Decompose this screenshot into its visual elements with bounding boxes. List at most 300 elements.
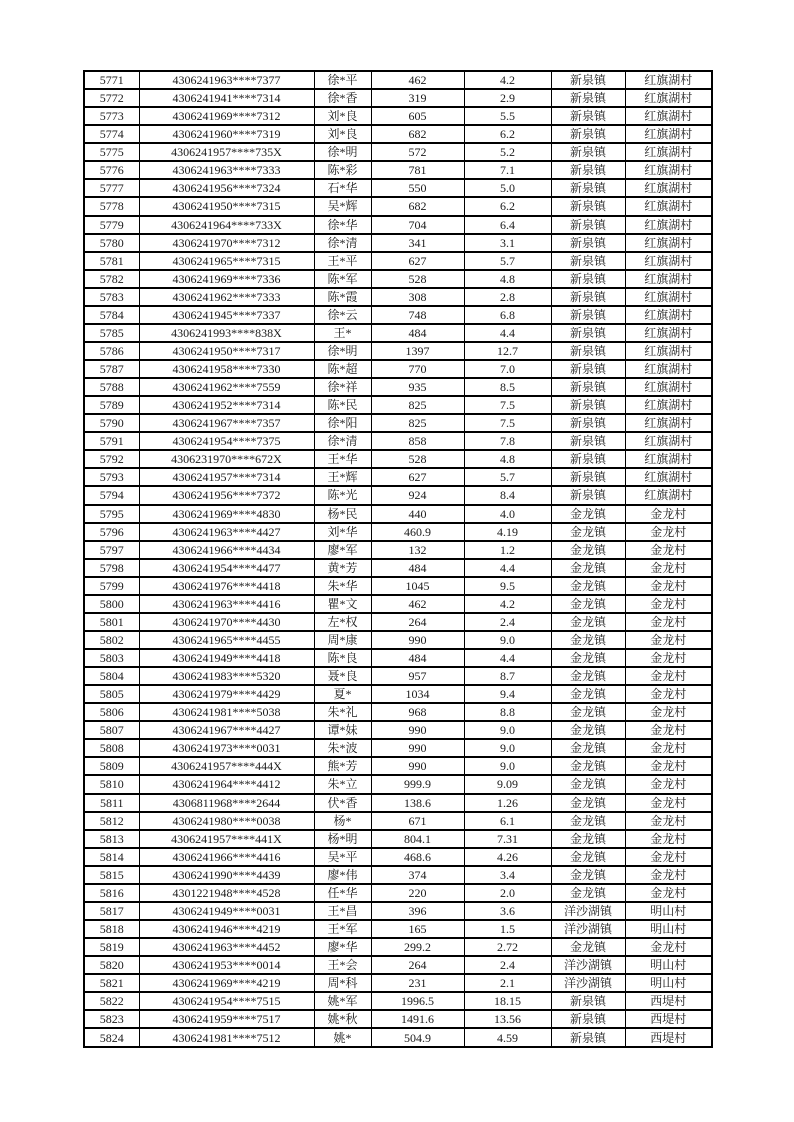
table-cell: 5807 [84,721,139,739]
table-cell: 341 [371,234,464,252]
table-cell: 新泉镇 [551,288,625,306]
table-cell: 5799 [84,577,139,595]
table-cell: 5801 [84,613,139,631]
table-cell: 5778 [84,197,139,215]
table-cell: 4306241945****7337 [139,306,314,324]
table-cell: 徐*平 [314,71,371,89]
table-cell: 陈*霞 [314,288,371,306]
table-cell: 徐*华 [314,216,371,234]
table-cell: 4.2 [464,71,551,89]
table-cell: 5797 [84,541,139,559]
table-cell: 明山村 [625,902,712,920]
table-row [84,414,712,432]
table-cell: 957 [371,667,464,685]
table-cell: 金龙村 [625,667,712,685]
table-cell: 新泉镇 [551,125,625,143]
table-cell: 440 [371,505,464,523]
table-cell: 4306241949****0031 [139,902,314,920]
table-cell: 新泉镇 [551,1028,625,1047]
table-cell: 264 [371,956,464,974]
table-cell: 新泉镇 [551,197,625,215]
table-row [84,739,712,757]
table-cell: 4306241980****0038 [139,812,314,830]
table-cell: 1397 [371,342,464,360]
table-cell: 金龙镇 [551,577,625,595]
table-cell: 4306241983****5320 [139,667,314,685]
table-cell: 18.15 [464,992,551,1010]
table-cell: 5813 [84,830,139,848]
table-cell: 金龙村 [625,884,712,902]
table-cell: 金龙镇 [551,794,625,812]
table-cell: 396 [371,902,464,920]
table-row [84,631,712,649]
table-row [84,216,712,234]
table-cell: 4306241965****7315 [139,252,314,270]
table-cell: 2.1 [464,974,551,992]
table-cell: 4306241963****4416 [139,595,314,613]
table-cell: 红旗湖村 [625,378,712,396]
table-cell: 462 [371,71,464,89]
table-row [84,884,712,902]
table-cell: 金龙镇 [551,721,625,739]
table-cell: 金龙村 [625,721,712,739]
table-row [84,1010,712,1028]
table-row [84,468,712,486]
table-cell: 新泉镇 [551,468,625,486]
table-cell: 杨* [314,812,371,830]
table-row [84,992,712,1010]
table-cell: 姚* [314,1028,371,1047]
table-cell: 红旗湖村 [625,414,712,432]
table-cell: 新泉镇 [551,179,625,197]
table-cell: 1.2 [464,541,551,559]
table-cell: 徐*祥 [314,378,371,396]
table-cell: 5.5 [464,107,551,125]
table-cell: 1034 [371,685,464,703]
table-cell: 5.7 [464,468,551,486]
table-cell: 5787 [84,360,139,378]
table-cell: 金龙村 [625,523,712,541]
table-cell: 504.9 [371,1028,464,1047]
table-cell: 周*科 [314,974,371,992]
table-cell: 4306241952****7314 [139,396,314,414]
table-cell: 2.4 [464,956,551,974]
table-cell: 吴*辉 [314,197,371,215]
table-cell: 682 [371,125,464,143]
table-cell: 4306241950****7317 [139,342,314,360]
table-row [84,89,712,107]
table-cell: 6.2 [464,125,551,143]
table-cell: 新泉镇 [551,414,625,432]
table-cell: 627 [371,468,464,486]
table-cell: 5795 [84,505,139,523]
table-cell: 红旗湖村 [625,486,712,504]
table-cell: 462 [371,595,464,613]
table-cell: 4306241990****4439 [139,866,314,884]
table-cell: 5784 [84,306,139,324]
table-cell: 4306241967****7357 [139,414,314,432]
table-cell: 682 [371,197,464,215]
table-row [84,649,712,667]
table-cell: 左*权 [314,613,371,631]
table-cell: 9.0 [464,631,551,649]
table-cell: 杨*明 [314,830,371,848]
table-row [84,775,712,793]
table-cell: 319 [371,89,464,107]
table-cell: 金龙镇 [551,830,625,848]
table-cell: 5793 [84,468,139,486]
table-cell: 132 [371,541,464,559]
table-cell: 4306241957****441X [139,830,314,848]
table-row [84,595,712,613]
table-cell: 7.8 [464,432,551,450]
table-cell: 8.4 [464,486,551,504]
table-cell: 金龙村 [625,757,712,775]
table-cell: 任*华 [314,884,371,902]
table-cell: 金龙镇 [551,541,625,559]
table-cell: 804.1 [371,830,464,848]
table-cell: 5792 [84,450,139,468]
table-cell: 西堤村 [625,1010,712,1028]
table-row [84,270,712,288]
table-cell: 5818 [84,920,139,938]
table-cell: 金龙村 [625,703,712,721]
table-cell: 王*辉 [314,468,371,486]
table-cell: 刘*华 [314,523,371,541]
table-cell: 5824 [84,1028,139,1047]
table-cell: 7.31 [464,830,551,848]
table-cell: 2.9 [464,89,551,107]
table-row [84,71,712,89]
table-cell: 468.6 [371,848,464,866]
table-cell: 金龙镇 [551,613,625,631]
table-cell: 谭*妹 [314,721,371,739]
table-cell: 4306241970****4430 [139,613,314,631]
table-cell: 金龙镇 [551,505,625,523]
table-cell: 金龙镇 [551,667,625,685]
table-cell: 西堤村 [625,1028,712,1047]
table-cell: 4306241957****7314 [139,468,314,486]
table-row [84,1028,712,1047]
table-cell: 新泉镇 [551,306,625,324]
table-cell: 4306811968****2644 [139,794,314,812]
table-row [84,613,712,631]
table-cell: 4306241967****4427 [139,721,314,739]
table-row [84,794,712,812]
table-cell: 7.5 [464,414,551,432]
table-cell: 4306241954****7515 [139,992,314,1010]
table-cell: 红旗湖村 [625,432,712,450]
table-cell: 13.56 [464,1010,551,1028]
table-cell: 968 [371,703,464,721]
table-cell: 6.2 [464,197,551,215]
table-cell: 5786 [84,342,139,360]
table-cell: 金龙镇 [551,649,625,667]
table-cell: 红旗湖村 [625,468,712,486]
table-cell: 5810 [84,775,139,793]
table-cell: 姚*军 [314,992,371,1010]
table-row [84,956,712,974]
table-cell: 朱*波 [314,739,371,757]
table-cell: 138.6 [371,794,464,812]
table-row [84,360,712,378]
table-cell: 洋沙湖镇 [551,974,625,992]
table-cell: 陈*光 [314,486,371,504]
table-cell: 781 [371,161,464,179]
table-cell: 新泉镇 [551,71,625,89]
table-cell: 5781 [84,252,139,270]
table-cell: 4306241970****7312 [139,234,314,252]
table-cell: 8.7 [464,667,551,685]
table-cell: 4306241966****4416 [139,848,314,866]
table-cell: 红旗湖村 [625,143,712,161]
table-cell: 4.4 [464,324,551,342]
table-cell: 金龙村 [625,613,712,631]
table-cell: 9.0 [464,721,551,739]
table-cell: 605 [371,107,464,125]
table-cell: 5.2 [464,143,551,161]
table-row [84,938,712,956]
table-cell: 陈*彩 [314,161,371,179]
table-cell: 528 [371,270,464,288]
table-cell: 金龙镇 [551,938,625,956]
table-cell: 3.6 [464,902,551,920]
table-cell: 红旗湖村 [625,161,712,179]
table-cell: 金龙村 [625,938,712,956]
table-row [84,902,712,920]
table-cell: 5814 [84,848,139,866]
table-cell: 572 [371,143,464,161]
table-cell: 吴*平 [314,848,371,866]
table-cell: 4306241959****7517 [139,1010,314,1028]
table-cell: 4306241964****733X [139,216,314,234]
table-cell: 金龙镇 [551,884,625,902]
table-cell: 2.0 [464,884,551,902]
table-cell: 990 [371,757,464,775]
table-row [84,830,712,848]
table-cell: 6.8 [464,306,551,324]
table-cell: 5805 [84,685,139,703]
table-cell: 聂*良 [314,667,371,685]
table-cell: 王*华 [314,450,371,468]
table-cell: 4.8 [464,450,551,468]
table-cell: 明山村 [625,956,712,974]
table-row [84,306,712,324]
table-cell: 5803 [84,649,139,667]
table-cell: 红旗湖村 [625,306,712,324]
table-cell: 红旗湖村 [625,324,712,342]
table-cell: 5775 [84,143,139,161]
table-cell: 4306241962****7333 [139,288,314,306]
table-cell: 新泉镇 [551,432,625,450]
records-table [83,70,713,1048]
table-cell: 夏* [314,685,371,703]
table-cell: 金龙镇 [551,685,625,703]
table-cell: 刘*良 [314,125,371,143]
table-cell: 5774 [84,125,139,143]
table-cell: 明山村 [625,974,712,992]
table-cell: 825 [371,396,464,414]
table-cell: 5796 [84,523,139,541]
table-cell: 4.4 [464,559,551,577]
table-cell: 5.0 [464,179,551,197]
table-row [84,396,712,414]
table-cell: 陈*民 [314,396,371,414]
table-cell: 西堤村 [625,992,712,1010]
table-cell: 858 [371,432,464,450]
table-cell: 金龙镇 [551,559,625,577]
table-cell: 红旗湖村 [625,107,712,125]
table-cell: 王*会 [314,956,371,974]
table-cell: 金龙镇 [551,631,625,649]
table-cell: 新泉镇 [551,234,625,252]
table-cell: 5798 [84,559,139,577]
table-cell: 朱*立 [314,775,371,793]
table-cell: 新泉镇 [551,1010,625,1028]
table-cell: 明山村 [625,920,712,938]
table-row [84,685,712,703]
table-row [84,107,712,125]
table-cell: 新泉镇 [551,216,625,234]
table-row [84,523,712,541]
table-cell: 廖*军 [314,541,371,559]
table-cell: 4306241969****7336 [139,270,314,288]
table-cell: 王*昌 [314,902,371,920]
table-cell: 7.0 [464,360,551,378]
table-cell: 金龙村 [625,775,712,793]
table-cell: 1491.6 [371,1010,464,1028]
table-cell: 金龙村 [625,541,712,559]
table-cell: 5816 [84,884,139,902]
table-cell: 935 [371,378,464,396]
table-cell: 红旗湖村 [625,125,712,143]
table-cell: 2.72 [464,938,551,956]
table-cell: 徐*清 [314,234,371,252]
table-cell: 550 [371,179,464,197]
table-cell: 825 [371,414,464,432]
table-cell: 金龙村 [625,685,712,703]
table-cell: 5809 [84,757,139,775]
table-cell: 4306241954****4477 [139,559,314,577]
table-cell: 6.4 [464,216,551,234]
table-cell: 周*康 [314,631,371,649]
table-cell: 374 [371,866,464,884]
table-cell: 2.8 [464,288,551,306]
table-cell: 红旗湖村 [625,89,712,107]
table-row [84,559,712,577]
table-cell: 金龙镇 [551,523,625,541]
table-cell: 王*平 [314,252,371,270]
table-cell: 1996.5 [371,992,464,1010]
table-cell: 新泉镇 [551,107,625,125]
table-cell: 石*华 [314,179,371,197]
table-cell: 金龙镇 [551,739,625,757]
table-cell: 红旗湖村 [625,71,712,89]
table-cell: 9.0 [464,757,551,775]
table-cell: 5777 [84,179,139,197]
table-cell: 新泉镇 [551,450,625,468]
table-cell: 5772 [84,89,139,107]
table-cell: 新泉镇 [551,992,625,1010]
table-cell: 杨*民 [314,505,371,523]
table-cell: 新泉镇 [551,378,625,396]
table-row [84,378,712,396]
table-row [84,288,712,306]
table-cell: 金龙村 [625,866,712,884]
table-cell: 4306241949****4418 [139,649,314,667]
table-cell: 5789 [84,396,139,414]
table-cell: 4306241981****7512 [139,1028,314,1047]
table-cell: 627 [371,252,464,270]
table-cell: 165 [371,920,464,938]
table-cell: 704 [371,216,464,234]
table-cell: 红旗湖村 [625,450,712,468]
table-cell: 4306241963****7377 [139,71,314,89]
table-cell: 4306241954****7375 [139,432,314,450]
table-row [84,721,712,739]
table-cell: 金龙镇 [551,703,625,721]
table-cell: 4306241976****4418 [139,577,314,595]
table-cell: 460.9 [371,523,464,541]
table-cell: 528 [371,450,464,468]
table-row [84,866,712,884]
table-cell: 金龙镇 [551,848,625,866]
table-cell: 4306241969****4219 [139,974,314,992]
table-cell: 新泉镇 [551,360,625,378]
table-cell: 瞿*文 [314,595,371,613]
table-cell: 5773 [84,107,139,125]
table-cell: 陈*军 [314,270,371,288]
table-cell: 徐*清 [314,432,371,450]
table-cell: 5820 [84,956,139,974]
table-cell: 4.0 [464,505,551,523]
table-cell: 1045 [371,577,464,595]
table-cell: 新泉镇 [551,486,625,504]
table-cell: 5804 [84,667,139,685]
table-cell: 4306241963****4452 [139,938,314,956]
table-cell: 9.4 [464,685,551,703]
table-cell: 金龙村 [625,577,712,595]
table-cell: 廖*华 [314,938,371,956]
table-cell: 4.59 [464,1028,551,1047]
table-cell: 金龙镇 [551,866,625,884]
table-row [84,161,712,179]
table-cell: 红旗湖村 [625,342,712,360]
table-cell: 洋沙湖镇 [551,956,625,974]
table-cell: 924 [371,486,464,504]
table-cell: 5782 [84,270,139,288]
table-cell: 5822 [84,992,139,1010]
table-cell: 姚*秋 [314,1010,371,1028]
table-cell: 5783 [84,288,139,306]
table-cell: 洋沙湖镇 [551,920,625,938]
table-cell: 1.26 [464,794,551,812]
table-row [84,757,712,775]
table-row [84,143,712,161]
table-cell: 3.1 [464,234,551,252]
table-row [84,920,712,938]
table-cell: 徐*云 [314,306,371,324]
table-cell: 999.9 [371,775,464,793]
table-cell: 12.7 [464,342,551,360]
table-cell: 陈*良 [314,649,371,667]
table-cell: 4306241969****7312 [139,107,314,125]
table-cell: 徐*明 [314,143,371,161]
table-cell: 徐*阳 [314,414,371,432]
table-cell: 4306241960****7319 [139,125,314,143]
table-cell: 484 [371,324,464,342]
table-cell: 7.5 [464,396,551,414]
